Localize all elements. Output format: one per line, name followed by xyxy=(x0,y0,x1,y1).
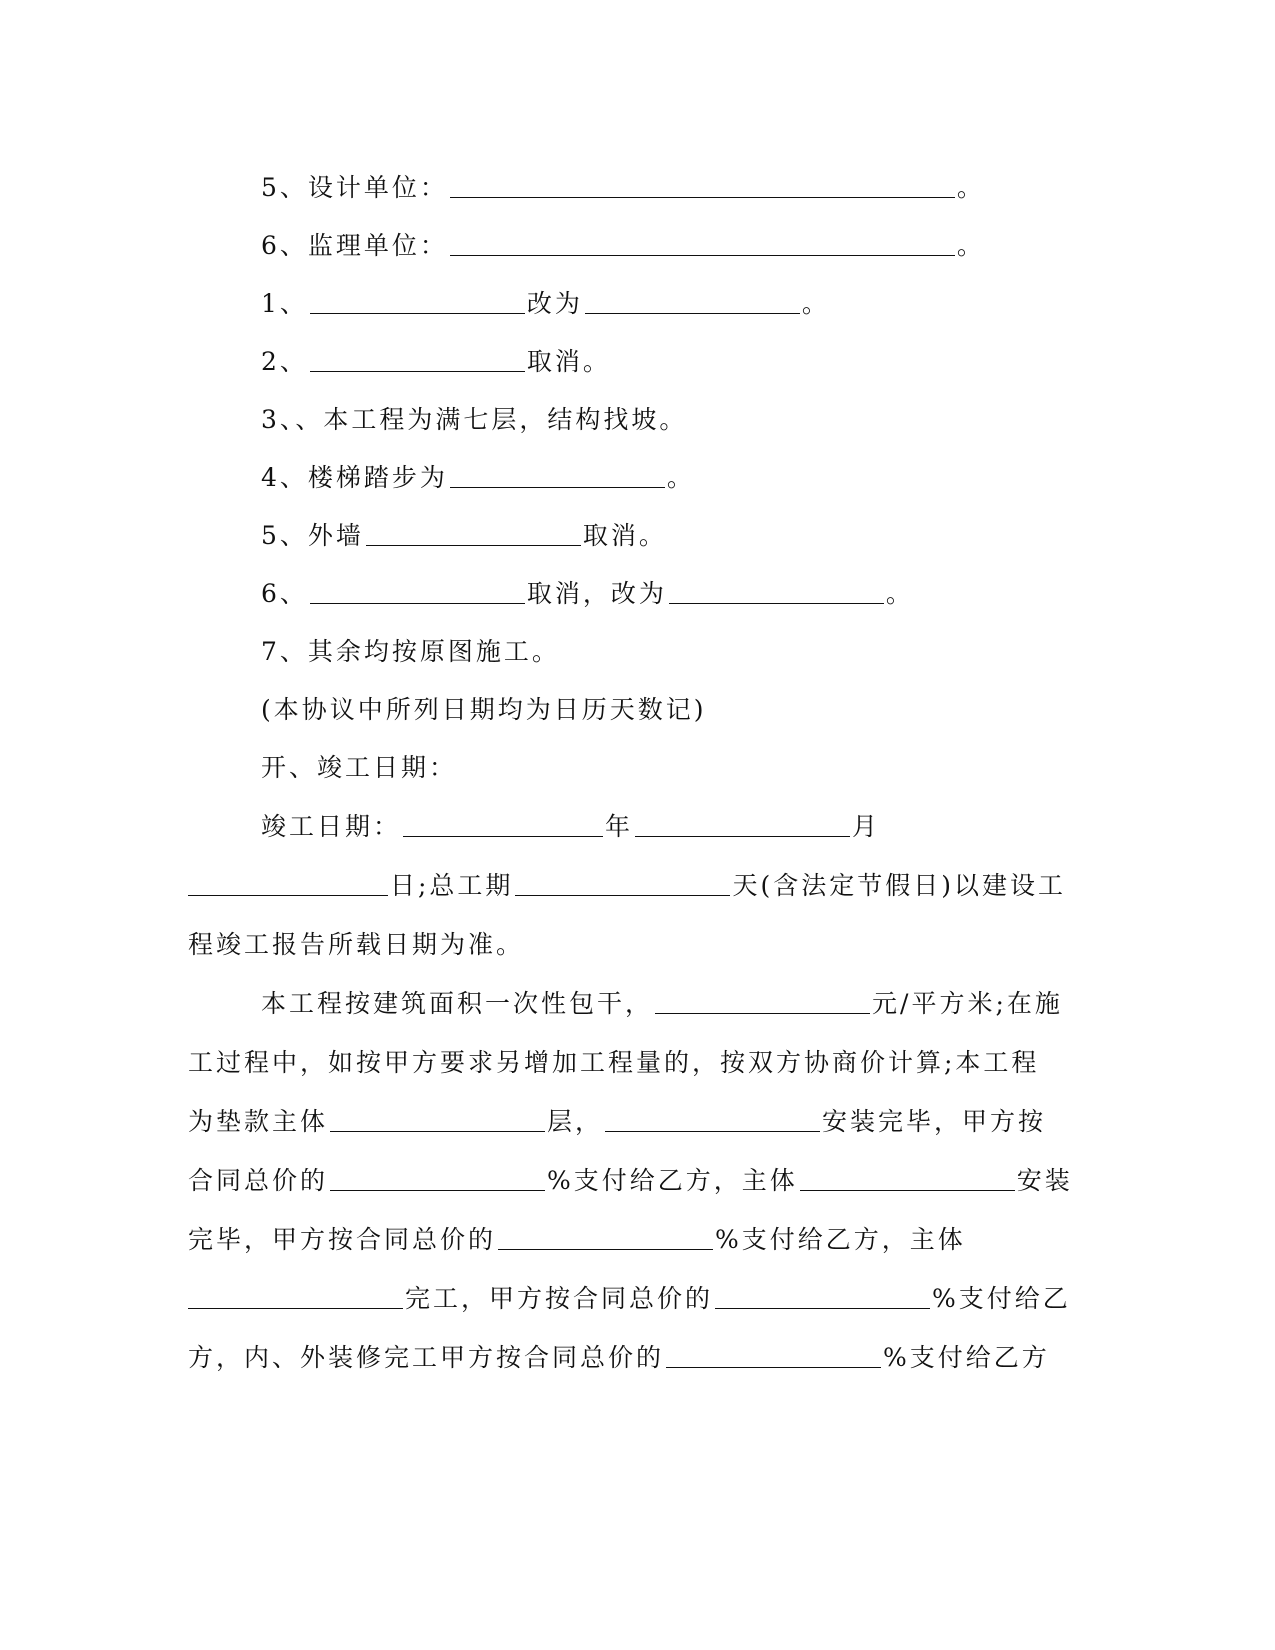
price-2-text: 工过程中，如按甲方要求另增加工程量的，按双方协商价计算;本工程 xyxy=(188,1048,1040,1077)
change-2-blank xyxy=(310,343,525,372)
change-1-blank-a xyxy=(310,285,525,314)
total-period-label: 日;总工期 xyxy=(390,871,514,900)
date-note-text: (本协议中所列日期均为日历天数记) xyxy=(261,695,707,724)
dates-heading-text: 开、竣工日期： xyxy=(261,753,458,782)
date-note-line xyxy=(188,680,1088,740)
design-unit-line xyxy=(188,158,1088,218)
price-line-5 xyxy=(188,1210,1088,1270)
change-7-line xyxy=(188,622,1088,682)
price-6-label: 完工，甲方按合同总价的 xyxy=(405,1284,714,1313)
total-period-cont-text: 程竣工报告所载日期为准。 xyxy=(188,930,525,959)
floors-blank xyxy=(330,1103,545,1132)
price-line-2 xyxy=(188,1033,1088,1093)
completion-month-blank xyxy=(635,808,850,837)
month-label: 月 xyxy=(852,812,881,841)
total-period-text: 天(含法定节假日)以建设工 xyxy=(732,871,1066,900)
price-line-7 xyxy=(188,1328,1088,1388)
change-1-text: 改为 xyxy=(526,289,583,318)
price-1-text: 元/平方米;在施 xyxy=(872,989,1063,1018)
price-line-1 xyxy=(188,974,1088,1034)
unit-price-blank xyxy=(655,985,870,1014)
change-6-end: 。 xyxy=(885,579,914,608)
change-1-blank-b xyxy=(585,285,800,314)
change-6-line xyxy=(188,564,1088,624)
supervision-unit-label: 6、监理单位： xyxy=(261,231,448,260)
price-7-label: 方，内、外装修完工甲方按合同总价的 xyxy=(188,1343,665,1372)
change-2-text: 取消。 xyxy=(526,347,611,376)
completion-day-blank xyxy=(188,867,388,896)
year-label: 年 xyxy=(605,812,634,841)
price-4-label: 合同总价的 xyxy=(188,1166,329,1195)
change-6-blank-a xyxy=(310,575,525,604)
price-3-floor: 层， xyxy=(547,1107,604,1136)
change-1-line xyxy=(188,274,1088,334)
change-5-label: 5、外墙 xyxy=(261,521,364,550)
completion-year-blank xyxy=(403,808,603,837)
design-unit-end: 。 xyxy=(956,173,985,202)
price-line-6 xyxy=(188,1269,1088,1329)
supervision-unit-blank xyxy=(450,227,955,256)
change-6-blank-b xyxy=(669,575,884,604)
design-unit-label: 5、设计单位： xyxy=(261,173,448,202)
percent-blank-1 xyxy=(330,1162,545,1191)
change-5-blank xyxy=(366,517,581,546)
price-line-4 xyxy=(188,1151,1088,1211)
change-2-number: 2、 xyxy=(261,347,308,376)
supervision-unit-end: 。 xyxy=(956,231,985,260)
price-4-text: %支付给乙方，主体 xyxy=(547,1166,798,1195)
percent-blank-4 xyxy=(666,1339,881,1368)
completion-date-line xyxy=(188,797,1088,857)
change-6-number: 6、 xyxy=(261,579,308,608)
completion-date-label: 竣工日期： xyxy=(261,812,402,841)
price-1-label: 本工程按建筑面积一次性包干， xyxy=(261,989,654,1018)
price-5-label: 完毕，甲方按合同总价的 xyxy=(188,1225,497,1254)
change-7-text: 7、其余均按原图施工。 xyxy=(261,637,560,666)
change-4-end: 。 xyxy=(666,463,695,492)
change-4-line xyxy=(188,448,1088,508)
change-1-end: 。 xyxy=(801,289,830,318)
change-4-blank xyxy=(450,459,665,488)
change-3-text: 3、、本工程为满七层，结构找坡。 xyxy=(261,405,688,434)
completion-stage-blank xyxy=(188,1280,403,1309)
price-6-text: %支付给乙 xyxy=(932,1284,1071,1313)
dates-heading-line xyxy=(188,738,1088,798)
change-1-number: 1、 xyxy=(261,289,308,318)
design-unit-blank xyxy=(450,169,955,198)
total-period-blank xyxy=(515,867,730,896)
change-3-line xyxy=(188,390,1088,450)
change-4-label: 4、楼梯踏步为 xyxy=(261,463,448,492)
install-stage-blank-2 xyxy=(800,1162,1015,1191)
change-5-line xyxy=(188,506,1088,566)
install-stage-blank-1 xyxy=(605,1103,820,1132)
percent-blank-3 xyxy=(715,1280,930,1309)
change-5-text: 取消。 xyxy=(582,521,667,550)
supervision-unit-line xyxy=(188,216,1088,276)
price-4-end: 安装 xyxy=(1016,1166,1073,1195)
price-5-text: %支付给乙方，主体 xyxy=(715,1225,966,1254)
change-2-line xyxy=(188,332,1088,392)
price-line-3 xyxy=(188,1092,1088,1152)
percent-blank-2 xyxy=(498,1221,713,1250)
change-6-text: 取消，改为 xyxy=(526,579,667,608)
total-period-cont-line xyxy=(188,915,1088,975)
price-3-text: 安装完毕，甲方按 xyxy=(822,1107,1047,1136)
price-3-label: 为垫款主体 xyxy=(188,1107,329,1136)
total-period-line xyxy=(188,856,1088,916)
price-7-text: %支付给乙方 xyxy=(883,1343,1050,1372)
